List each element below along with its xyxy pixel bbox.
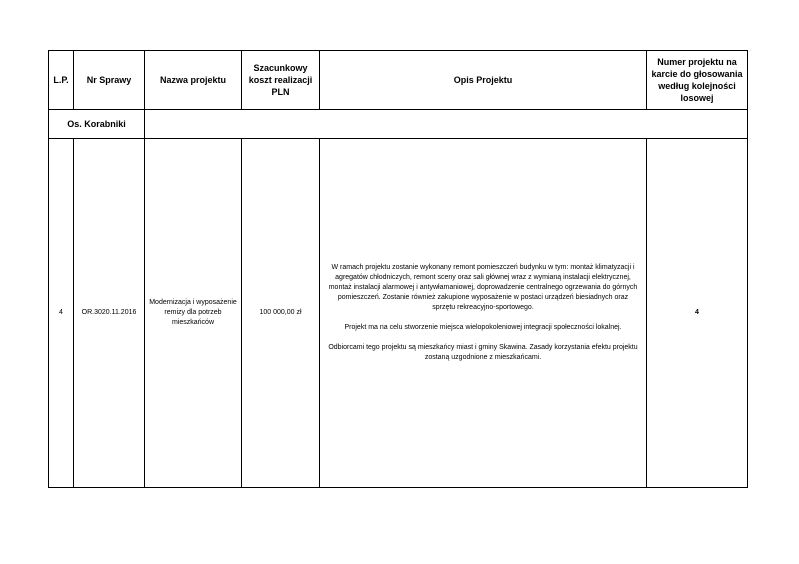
section-empty-cell — [145, 110, 748, 139]
cell-koszt: 100 000,00 zł — [242, 139, 320, 488]
cell-nr-sprawy: OR.3020.11.2016 — [74, 139, 145, 488]
cell-numer-projektu: 4 — [647, 139, 748, 488]
cell-opis-projektu — [320, 139, 647, 488]
opis-paragraph-1: W ramach projektu zostanie wykonany remont pomieszczeń budynku w tym: montaż klimatyzacji i agregatów chłodniczych, remont sceny oraz sali głównej wraz z wymianą instalacji elektrycznej, montaż instalacji alarmowej i antywłamaniowej, doprowadzenie centralnego ogrzewania do górnych pomieszczeń. Zostanie również zakupione wyposażenie w postaci urządzeń biesiadnych oraz sprzętu rekreacyjno-sportowego. — [328, 264, 638, 311]
cell-lp: 4 — [49, 139, 74, 488]
header-row — [49, 51, 748, 110]
header-nazwa-projektu: Nazwa projektu — [145, 51, 242, 110]
opis-paragraph-2: Projekt ma na celu stworzenie miejsca wielopokoleniowej integracji społeczności lokalnej. — [344, 324, 622, 331]
section-row — [49, 110, 748, 139]
header-nr-sprawy: Nr Sprawy — [74, 51, 145, 110]
projects-table — [48, 50, 748, 488]
header-koszt: Szacunkowy koszt realizacji PLN — [242, 51, 320, 110]
table-row — [49, 139, 748, 488]
header-opis-projektu: Opis Projektu — [320, 51, 647, 110]
header-numer-projektu: Numer projektu na karcie do głosowania według kolejności losowej — [647, 51, 748, 110]
cell-nazwa-projektu: Modernizacja i wyposażenie remizy dla potrzeb mieszkańców — [145, 139, 242, 488]
section-label: Os. Korabniki — [49, 110, 145, 139]
header-lp: L.P. — [49, 51, 74, 110]
opis-paragraph-3: Odbiorcami tego projektu są mieszkańcy miast i gminy Skawina. Zasady korzystania efektu projektu zostaną uzgodnione z mieszkańcami. — [328, 344, 638, 361]
